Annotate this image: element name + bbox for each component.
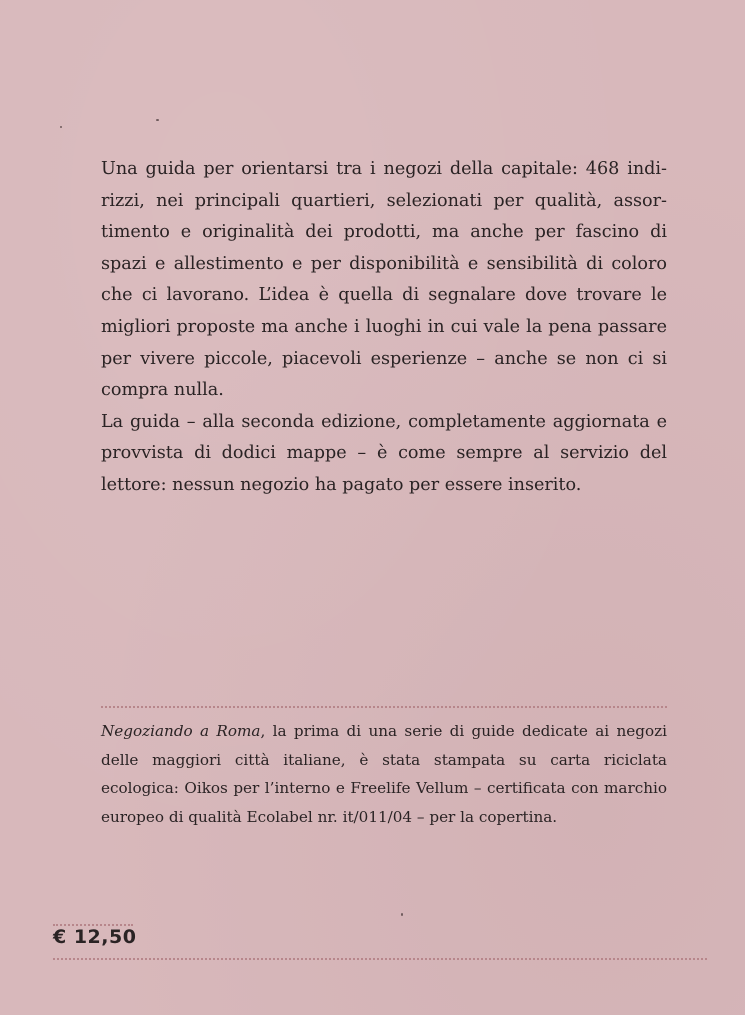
paper-speck	[60, 126, 62, 128]
printing-note-text: , la prima di una serie di guide dedicate ai negozi delle maggiori città italiane, è stata stampata su carta riciclata ecologica: Oikos per l’interno e Freelife Vellum – certificata con marchio europeo di qualità Ecolabel nr. it/011/04 – per la copertina.	[101, 722, 667, 826]
price-label: € 12,50	[53, 926, 137, 948]
paper-speck	[401, 913, 403, 916]
paper-speck	[156, 119, 159, 121]
dotted-separator	[101, 706, 667, 708]
price-bottom-rule	[53, 958, 707, 960]
back-cover-blurb	[101, 154, 667, 502]
printing-note	[101, 717, 667, 831]
blurb-paragraph: La guida – alla seconda edizione, completamente aggiornata e provvista di dodici mappe – è come sempre al servizio del lettore: nessun negozio ha pagato per essere inserito.	[101, 411, 667, 495]
blurb-paragraph: Una guida per orientarsi tra i negozi della capitale: 468 indirizzi, nei principali quartieri, selezionati per qualità, assortimento e originalità dei prodotti, ma anche per fascino di spazi e allestimento e per disponibilità e sensibilità di coloro che ci lavorano. L’idea è quella di segnalare dove trovare le migliori proposte ma anche i luoghi in cui vale la pena passare per vivere piccole, piacevoli esperienze – anche se non ci si compra nulla.	[101, 159, 667, 401]
book-title: Negoziando a Roma	[101, 722, 261, 740]
